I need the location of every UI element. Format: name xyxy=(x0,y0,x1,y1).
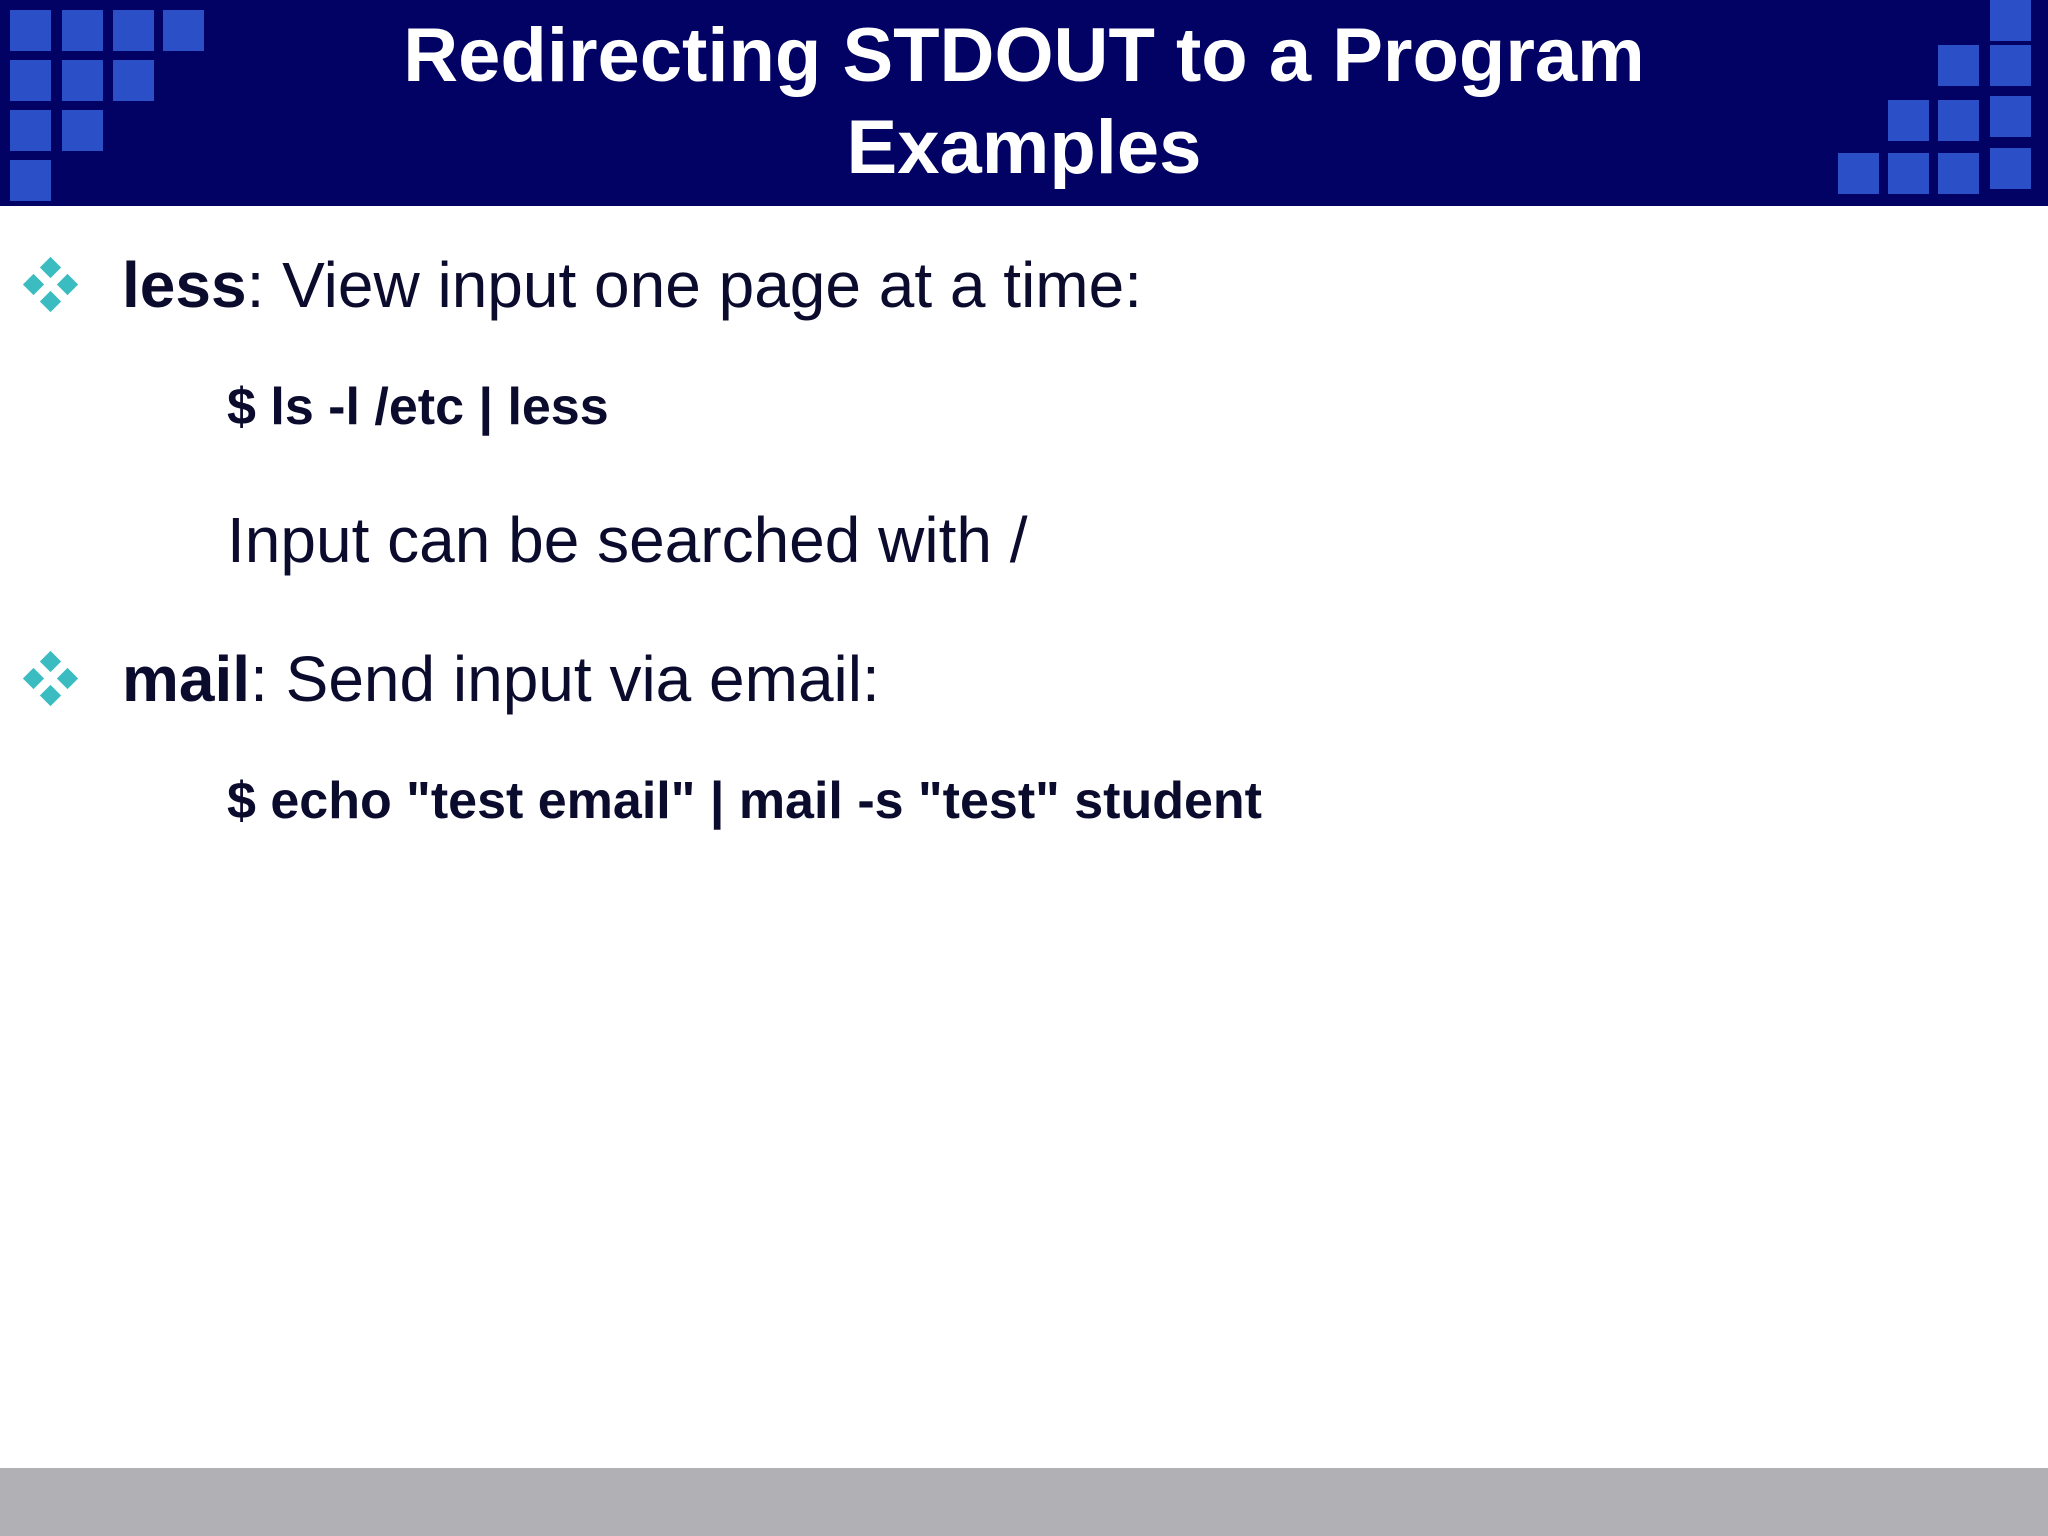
slide-title xyxy=(0,10,2048,194)
command-example-less: $ ls -l /etc | less xyxy=(227,378,609,436)
bullet-keyword: less xyxy=(122,249,247,321)
slide-title-line-2: Examples xyxy=(846,105,1202,190)
bullet-less xyxy=(24,240,1142,330)
title-bar xyxy=(0,0,2048,206)
bullet-mail xyxy=(24,634,880,724)
bullet-diamond-icon xyxy=(24,258,78,312)
bullet-keyword: mail xyxy=(122,643,251,715)
bullet-mail-text xyxy=(122,642,880,716)
bullet-description: : View input one page at a time: xyxy=(246,249,1142,321)
less-search-note: Input can be searched with / xyxy=(227,504,1028,576)
slide-title-line-1: Redirecting STDOUT to a Program xyxy=(403,13,1645,98)
bullet-description: : Send input via email: xyxy=(250,643,880,715)
command-example-mail: $ echo "test email" | mail -s "test" student xyxy=(227,772,1262,830)
bullet-diamond-icon xyxy=(24,652,78,706)
bullet-less-text xyxy=(122,248,1142,322)
footer-bar xyxy=(0,1468,2048,1536)
